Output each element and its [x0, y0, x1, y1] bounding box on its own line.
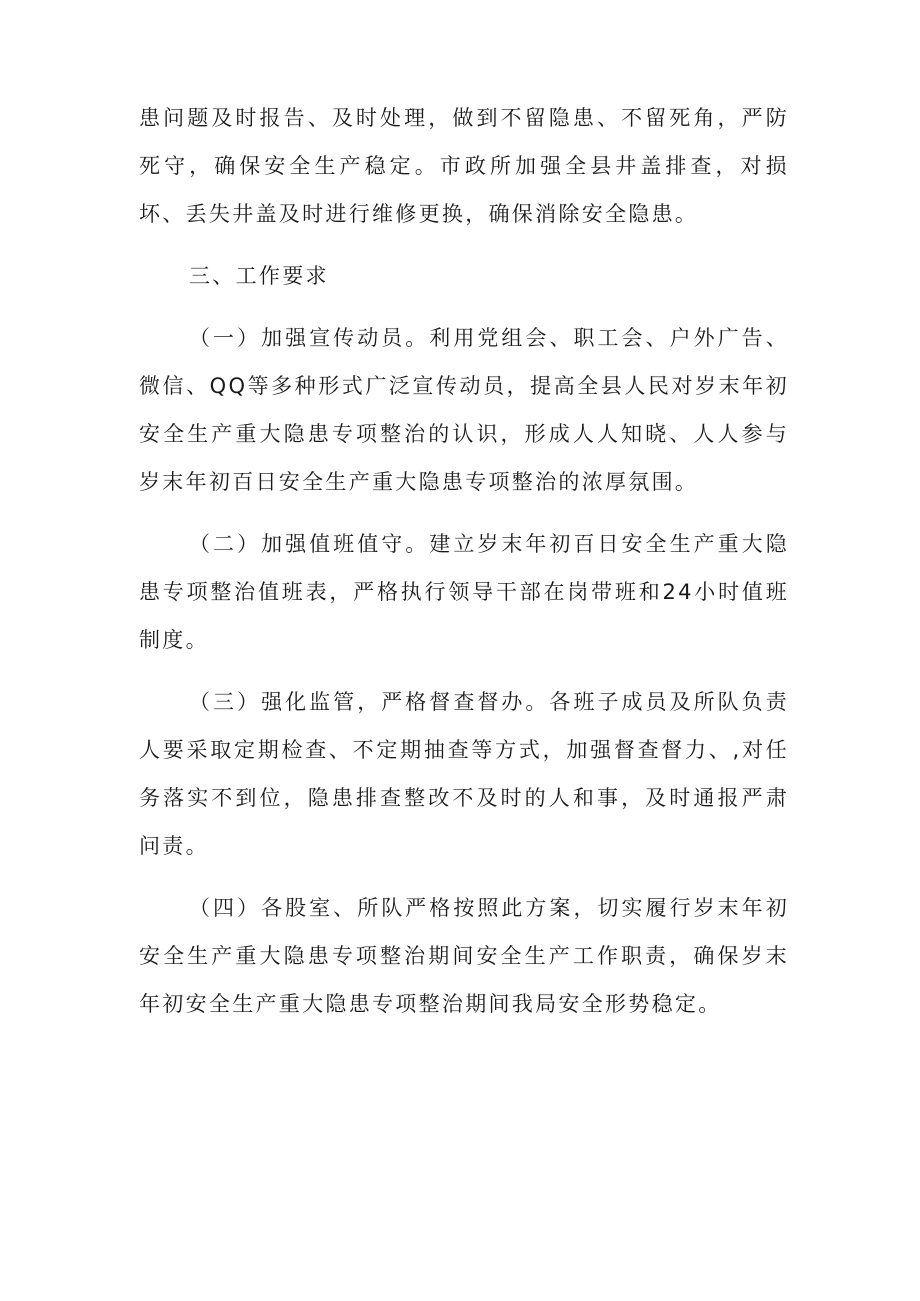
paragraph-requirement-3: （三）强化监管，严格督查督办。各班子成员及所队负责人要采取定期检查、不定期抽查等方式，加强督查督力、,对任务落实不到位，隐患排查整改不及时的人和事，及时通报严肃问责。	[139, 690, 789, 858]
document-body	[139, 94, 789, 1028]
paragraph-requirement-1: （一）加强宣传动员。利用党组会、职工会、户外广告、微信、QQ等多种形式广泛宣传动员，提高全县人民对岁末年初安全生产重大隐患专项整治的认识，形成人人知晓、人人参与岁末年初百日安全生产重大隐患专项整治的浓厚氛围。	[139, 326, 789, 494]
section-heading-work-requirements: 三、工作要求	[189, 264, 329, 288]
paragraph-requirement-2: （二）加强值班值守。建立岁末年初百日安全生产重大隐患专项整治值班表，严格执行领导干部在岗带班和24小时值班制度。	[139, 532, 789, 652]
paragraph-requirement-4: （四）各股室、所队严格按照此方案，切实履行岁末年初安全生产重大隐患专项整治期间安全生产工作职责，确保岁末年初安全生产重大隐患专项整治期间我局安全形势稳定。	[139, 896, 789, 1016]
paragraph-continuation: 患问题及时报告、及时处理，做到不留隐患、不留死角，严防死守，确保安全生产稳定。市政所加强全县井盖排查，对损坏、丢失井盖及时进行维修更换，确保消除安全隐患。	[139, 106, 789, 226]
